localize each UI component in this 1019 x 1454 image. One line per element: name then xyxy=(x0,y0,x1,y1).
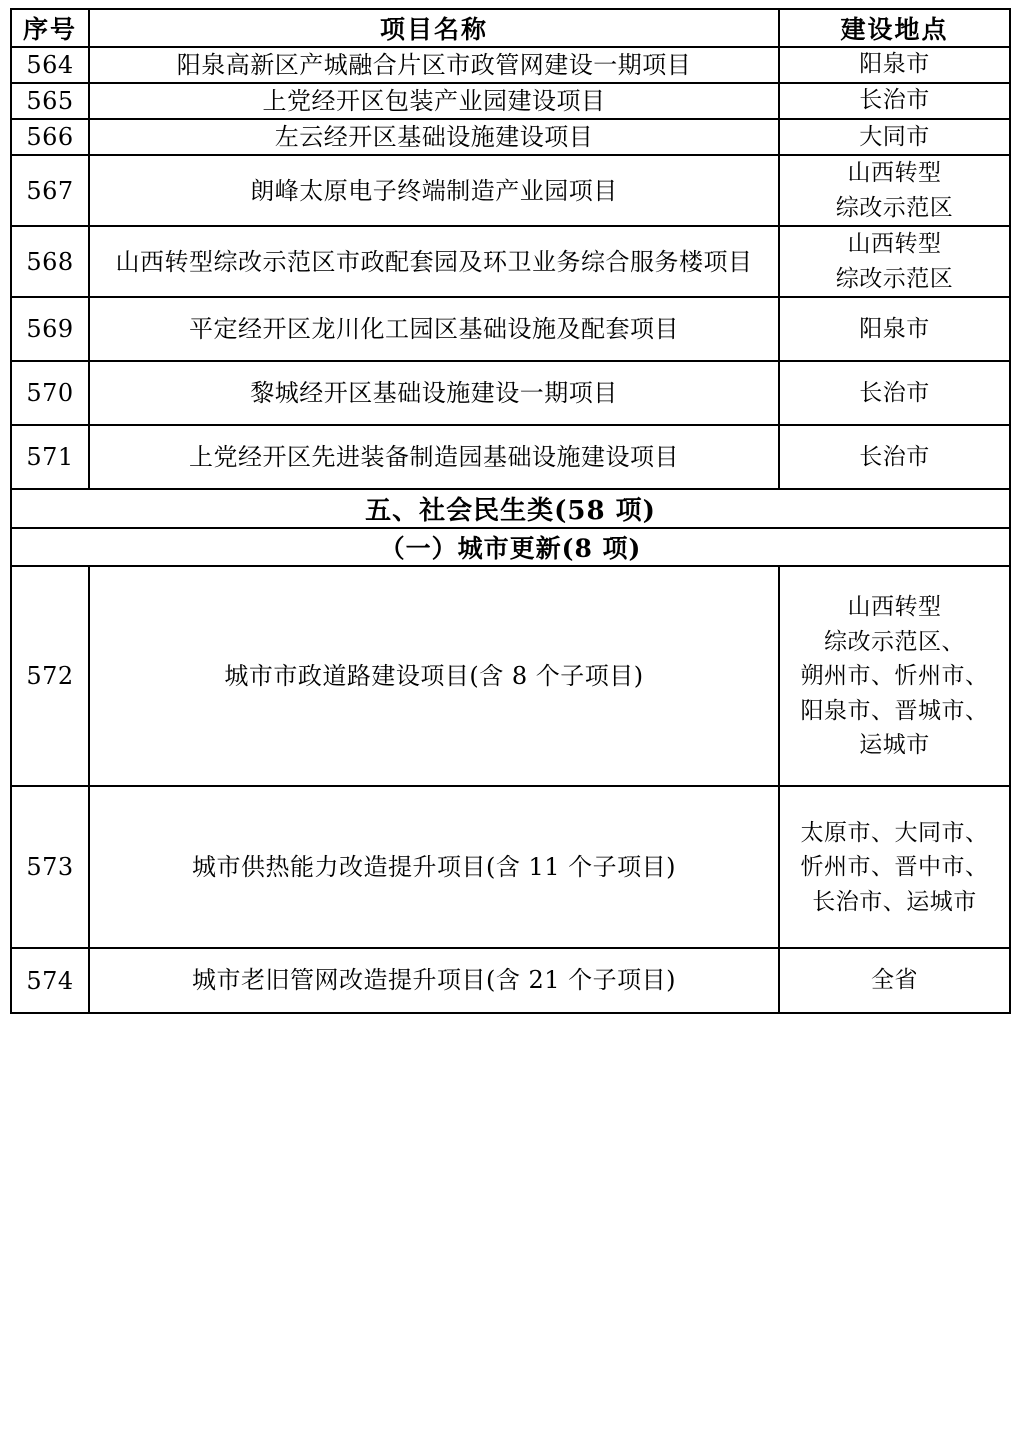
section-heading-row xyxy=(11,489,1010,528)
row-number: 571 xyxy=(11,425,89,489)
project-location: 山西转型 综改示范区、 朔州市、忻州市、 阳泉市、晋城市、 运城市 xyxy=(779,566,1010,786)
table-row xyxy=(11,226,1010,297)
row-number: 572 xyxy=(11,566,89,786)
row-number: 569 xyxy=(11,297,89,361)
project-location: 阳泉市 xyxy=(779,47,1010,83)
row-number: 570 xyxy=(11,361,89,425)
project-location: 全省 xyxy=(779,948,1010,1012)
table-row xyxy=(11,425,1010,489)
row-number: 566 xyxy=(11,119,89,155)
project-name: 城市供热能力改造提升项目(含 11 个子项目) xyxy=(89,786,779,948)
subsection-heading: （一）城市更新(8 项) xyxy=(11,528,1010,566)
project-location: 太原市、大同市、 忻州市、晋中市、 长治市、运城市 xyxy=(779,786,1010,948)
project-name: 上党经开区先进装备制造园基础设施建设项目 xyxy=(89,425,779,489)
project-name: 朗峰太原电子终端制造产业园项目 xyxy=(89,155,779,226)
project-location: 阳泉市 xyxy=(779,297,1010,361)
project-location: 长治市 xyxy=(779,83,1010,119)
project-name: 上党经开区包装产业园建设项目 xyxy=(89,83,779,119)
table-body xyxy=(11,47,1010,1013)
project-location: 山西转型 综改示范区 xyxy=(779,155,1010,226)
project-name: 城市市政道路建设项目(含 8 个子项目) xyxy=(89,566,779,786)
project-list-table xyxy=(10,8,1011,1014)
row-number: 573 xyxy=(11,786,89,948)
project-name: 阳泉高新区产城融合片区市政管网建设一期项目 xyxy=(89,47,779,83)
subsection-heading-row xyxy=(11,528,1010,566)
table-row xyxy=(11,948,1010,1012)
table-row xyxy=(11,47,1010,83)
project-name: 平定经开区龙川化工园区基础设施及配套项目 xyxy=(89,297,779,361)
table-row xyxy=(11,566,1010,786)
section-heading: 五、社会民生类(58 项) xyxy=(11,489,1010,528)
row-number: 565 xyxy=(11,83,89,119)
row-number: 567 xyxy=(11,155,89,226)
table-row xyxy=(11,83,1010,119)
project-name: 城市老旧管网改造提升项目(含 21 个子项目) xyxy=(89,948,779,1012)
project-location: 大同市 xyxy=(779,119,1010,155)
table-row xyxy=(11,297,1010,361)
project-location: 山西转型 综改示范区 xyxy=(779,226,1010,297)
row-number: 564 xyxy=(11,47,89,83)
column-header-place: 建设地点 xyxy=(779,9,1010,47)
table-row xyxy=(11,786,1010,948)
project-location: 长治市 xyxy=(779,361,1010,425)
project-location: 长治市 xyxy=(779,425,1010,489)
project-name: 黎城经开区基础设施建设一期项目 xyxy=(89,361,779,425)
table-row xyxy=(11,155,1010,226)
row-number: 574 xyxy=(11,948,89,1012)
row-number: 568 xyxy=(11,226,89,297)
column-header-name: 项目名称 xyxy=(89,9,779,47)
table-header-row xyxy=(11,9,1010,47)
table-row xyxy=(11,361,1010,425)
table-header xyxy=(11,9,1010,47)
column-header-no: 序号 xyxy=(11,9,89,47)
project-name: 左云经开区基础设施建设项目 xyxy=(89,119,779,155)
table-row xyxy=(11,119,1010,155)
project-name: 山西转型综改示范区市政配套园及环卫业务综合服务楼项目 xyxy=(89,226,779,297)
